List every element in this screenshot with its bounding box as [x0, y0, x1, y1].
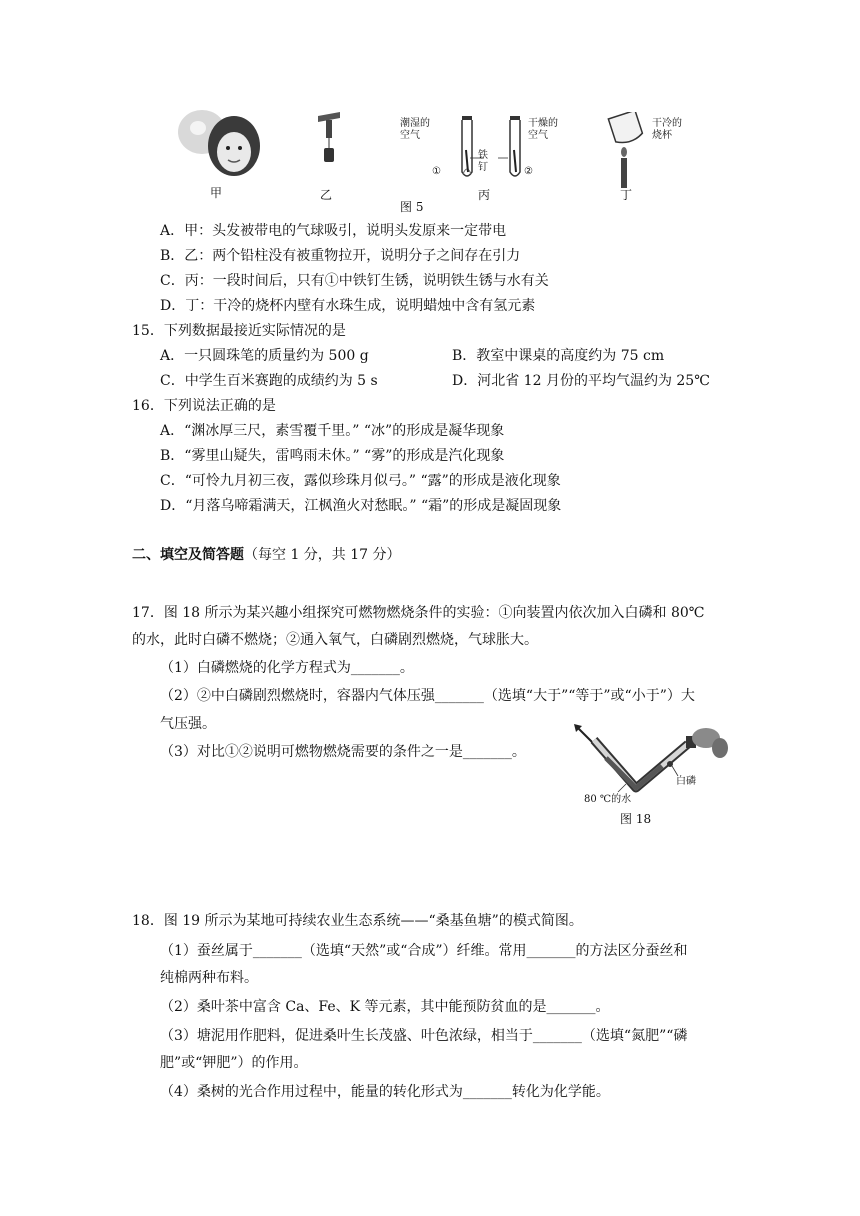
v-tube-apparatus-image [572, 722, 732, 802]
q14-option-a: A．甲：头发被带电的气球吸引，说明头发原来一定带电 [160, 223, 507, 239]
dry-cold-beaker-label: 干冷的 烧杯 [652, 118, 682, 141]
q14-option-b: B．乙：两个铅柱没有被重物拉开，说明分子之间存在引力 [160, 248, 521, 264]
q17-part-1: （1）白磷燃烧的化学方程式为_______。 [160, 660, 414, 676]
q14-option-c: C．丙：一段时间后，只有①中铁钉生锈，说明铁生锈与水有关 [160, 273, 549, 289]
q18-part-4: （4）桑树的光合作用过程中，能量的转化形式为_______转化为化学能。 [160, 1084, 610, 1100]
dry-air-label: 干燥的 空气 [528, 118, 558, 141]
section-2-note: （每空 1 分，共 17 分） [244, 547, 401, 563]
q15-stem: 15．下列数据最接近实际情况的是 [132, 323, 346, 339]
girl-balloon-image [174, 104, 264, 184]
q17-part-2b: 气压强。 [160, 716, 216, 732]
q15-option-d: D．河北省 12 月份的平均气温约为 25℃ [452, 373, 710, 389]
iron-nail-label: 铁 钉 [478, 150, 488, 173]
tube-2-label: ② [524, 166, 533, 177]
q15-option-c: C．中学生百米赛跑的成绩约为 5 s [160, 373, 378, 389]
figure-5-caption: 图 5 [400, 200, 424, 214]
q17-part-2a: （2）②中白磷剧烈燃烧时，容器内气体压强_______（选填“大于”“等于”或“小于”）大 [160, 688, 695, 704]
wet-air-label: 潮湿的 空气 [400, 118, 430, 141]
q16-option-a: A．“渊冰厚三尺，素雪覆千里。” “冰”的形成是凝华现象 [160, 423, 505, 439]
q16-option-d: D．“月落乌啼霜满天，江枫渔火对愁眠。” “霜”的形成是凝固现象 [160, 498, 562, 514]
hot-water-label: 80 ℃的水 [584, 794, 632, 805]
q17-line-1: 17．图 18 所示为某兴趣小组探究可燃物燃烧条件的实验：①向装置内依次加入白磷和 80℃ [132, 605, 705, 621]
figure-5 [160, 100, 720, 220]
q16-option-b: B．“雾里山疑失，雷鸣雨未休。” “雾”的形成是汽化现象 [160, 448, 505, 464]
q17-line-2: 的水，此时白磷不燃烧；②通入氧气，白磷剧烈燃烧，气球胀大。 [132, 632, 538, 648]
lead-cylinders-image [314, 108, 344, 168]
figure-18-caption: 图 18 [620, 812, 652, 826]
q18-part-1b: 纯棉两种布料。 [160, 970, 258, 986]
q18-part-3b: 肥”或“钾肥”）的作用。 [160, 1055, 308, 1071]
label-yi: 乙 [320, 188, 333, 202]
phosphorus-label: 白磷 [676, 776, 696, 787]
q15-option-b: B．教室中课桌的高度约为 75 cm [452, 348, 665, 364]
figure-18 [572, 722, 732, 832]
q15-option-a: A．一只圆珠笔的质量约为 500 g [160, 348, 369, 364]
label-jia: 甲 [210, 186, 223, 200]
q14-option-d: D．丁：干冷的烧杯内壁有水珠生成，说明蜡烛中含有氢元素 [160, 298, 536, 314]
tube-1-label: ① [432, 166, 441, 177]
section-2-heading [132, 545, 401, 565]
section-2-title: 二、填空及简答题 [132, 547, 244, 563]
q18-part-2: （2）桑叶茶中富含 Ca、Fe、K 等元素，其中能预防贫血的是_______。 [160, 999, 610, 1015]
q17-part-3: （3）对比①②说明可燃物燃烧需要的条件之一是_______。 [160, 744, 526, 760]
q18-part-1a: （1）蚕丝属于_______（选填“天然”或“合成”）纤维。常用_______的方法区分蚕丝和 [160, 943, 688, 959]
q16-option-c: C．“可怜九月初三夜，露似珍珠月似弓。” “露”的形成是液化现象 [160, 473, 561, 489]
beaker-candle-image [606, 112, 656, 190]
q16-stem: 16．下列说法正确的是 [132, 398, 276, 414]
q18-part-3a: （3）塘泥用作肥料，促进桑叶生长茂盛、叶色浓绿，相当于_______（选填“氮肥”“磷 [160, 1028, 688, 1044]
label-ding: 丁 [620, 188, 633, 202]
label-bing: 丙 [478, 188, 491, 202]
q18-stem: 18．图 19 所示为某地可持续农业生态系统——“桑基鱼塘”的模式简图。 [132, 913, 583, 929]
